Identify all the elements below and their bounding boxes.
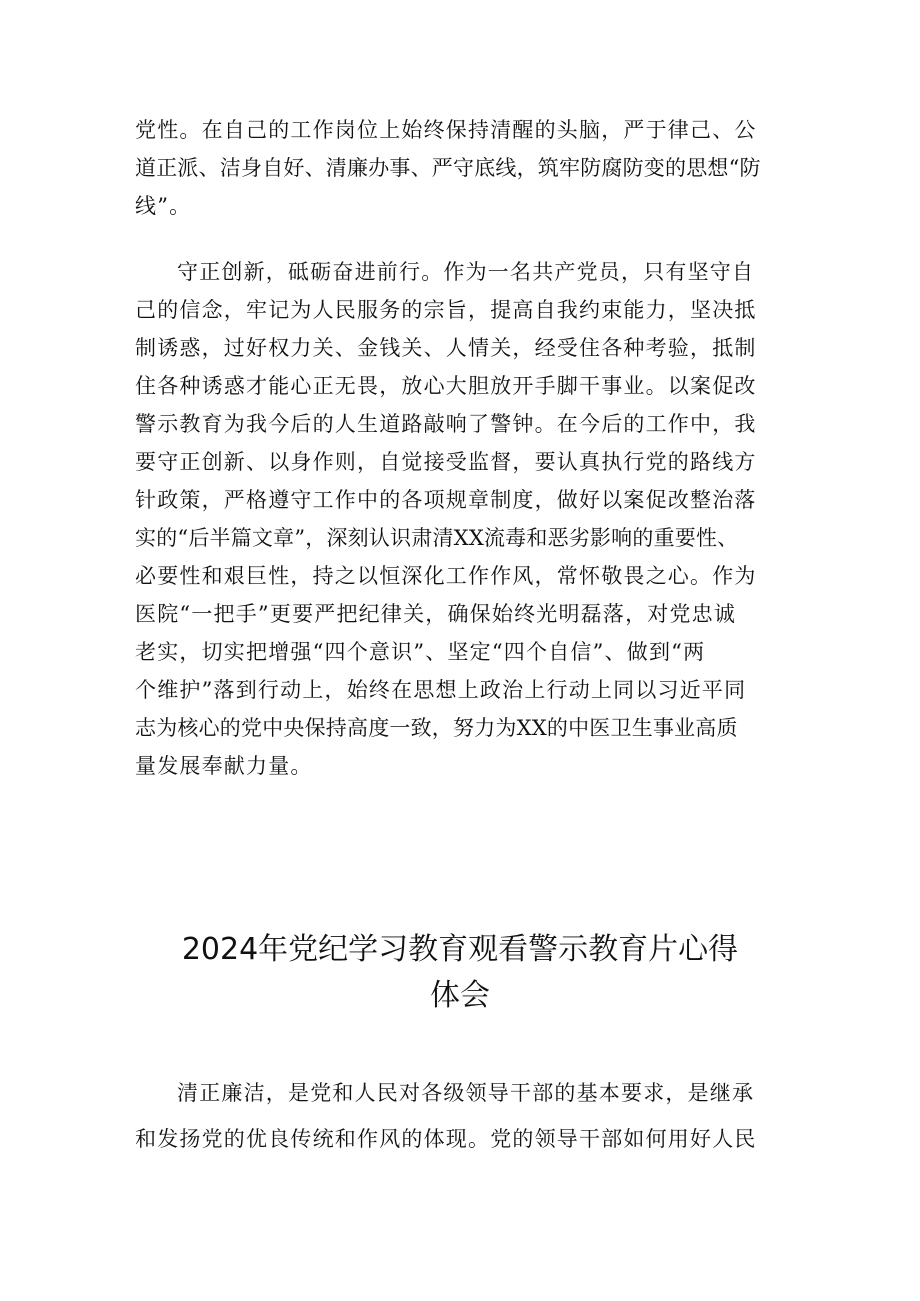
paragraph-line: 警示教育为我今后的人生道路敲响了警钟。在今后的工作中，我 — [135, 412, 757, 436]
paragraph-line: 道正派、洁身自好、清廉办事、严守底线，筑牢防腐防变的思想“防 — [135, 156, 761, 180]
paragraph-line: 量发展奉献力量。 — [135, 754, 313, 778]
paragraph-line: 医院“一把手”更要严把纪律关，确保始终光明磊落，对党忠诚 — [135, 602, 737, 626]
paragraph-line: 志为核心的党中央保持高度一致，努力为XX的中医卫生事业高质 — [135, 716, 738, 740]
paragraph-3 — [135, 1074, 795, 1158]
heading-line: 体会 — [430, 978, 490, 1013]
paragraph-line: 要守正创新、以身作则，自觉接受监督，要认真执行党的路线方 — [135, 450, 757, 474]
paragraph-line: 实的“后半篇文章”，深刻认识肃清XX流毒和恶劣影响的重要性、 — [135, 526, 739, 550]
paragraph-line: 和发扬党的优良传统和作风的体现。党的领导干部如何用好人民 — [135, 1127, 757, 1151]
paragraph-line: 守正创新，砥砺奋进前行。作为一名共产党员，只有坚守自 — [177, 260, 755, 284]
paragraph-line: 清正廉洁，是党和人民对各级领导干部的基本要求，是继承 — [177, 1081, 755, 1105]
paragraph-line: 己的信念，牢记为人民服务的宗旨，提高自我约束能力，坚决抵 — [135, 298, 757, 322]
paragraph-line: 针政策，严格遵守工作中的各项规章制度，做好以案促改整治落 — [135, 488, 757, 512]
paragraph-2 — [135, 253, 795, 785]
paragraph-line: 老实，切实把增强“四个意识”、坚定“四个自信”、做到“两 — [135, 640, 706, 664]
paragraph-line: 个维护”落到行动上，始终在思想上政治上行动上同以习近平同 — [135, 678, 747, 702]
section-heading — [120, 930, 800, 1016]
paragraph-line: 线”。 — [135, 194, 192, 218]
heading-line: 2024年党纪学习教育观看警示教育片心得 — [181, 932, 739, 967]
paragraph-line: 制诱惑，过好权力关、金钱关、人情关，经受住各种考验，抵制 — [135, 336, 757, 360]
paragraph-line: 必要性和艰巨性，持之以恒深化工作作风，常怀敬畏之心。作为 — [135, 564, 757, 588]
paragraph-line: 住各种诱惑才能心正无畏，放心大胆放开手脚干事业。以案促改 — [135, 374, 757, 398]
paragraph-1 — [135, 111, 795, 225]
paragraph-line: 党性。在自己的工作岗位上始终保持清醒的头脑，严于律己、公 — [135, 118, 757, 142]
